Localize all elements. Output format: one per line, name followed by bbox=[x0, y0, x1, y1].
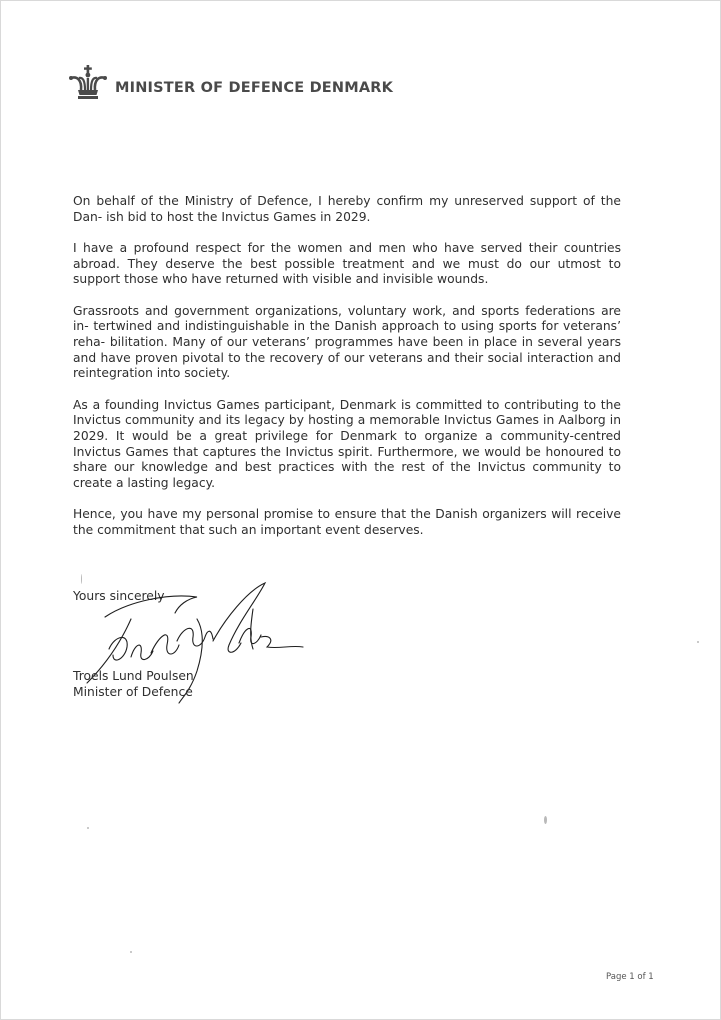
salutation: Yours sincerely bbox=[73, 589, 165, 603]
letterhead-title: MINISTER OF DEFENCE DENMARK bbox=[115, 80, 394, 96]
paragraph: Grassroots and government organizations, voluntary work, and sports federations are in- tertwined and indistinguishable in the Danish approach to using sports for veterans’ reha- bilitation. Many of our veterans’ programmes have been in place in several years and have proven pivotal to the recovery of our veterans and their social interaction and reintegration into society. bbox=[73, 303, 621, 381]
letter-body bbox=[73, 194, 621, 554]
letterhead bbox=[67, 65, 393, 101]
scan-speck bbox=[87, 827, 89, 829]
page-number: Page 1 of 1 bbox=[606, 972, 654, 982]
signer-block bbox=[73, 668, 194, 700]
paragraph: On behalf of the Ministry of Defence, I hereby confirm my unreserved support of the Dan- ish bid to host the Invictus Games in 2029. bbox=[73, 194, 621, 224]
paragraph: I have a profound respect for the women and men who have served their countries abroad. They deserve the best possible treatment and we must do our utmost to support those who have returned with visible and invisible wounds. bbox=[73, 240, 621, 287]
royal-crown-icon bbox=[67, 65, 109, 101]
signer-title: Minister of Defence bbox=[73, 685, 193, 699]
signer-name: Troels Lund Poulsen bbox=[73, 669, 194, 683]
paragraph: Hence, you have my personal promise to ensure that the Danish organizers will receive the commitment that such an important event deserves. bbox=[73, 507, 621, 537]
scan-speck bbox=[130, 951, 132, 953]
scan-speck bbox=[544, 816, 547, 824]
scan-speck bbox=[697, 641, 699, 643]
scan-speck bbox=[81, 574, 82, 584]
paragraph: As a founding Invictus Games participant, Denmark is committed to contributing to the Invictus community and its legacy by hosting a memorable Invictus Games in Aalborg in 2029. It would be a great privilege for Denmark to organize a community-centred Invictus Games that captures the Invictus spirit. Furthermore, we would be honoured to share our knowledge and best practices with the rest of the Invictus community to create a lasting legacy. bbox=[73, 397, 621, 491]
